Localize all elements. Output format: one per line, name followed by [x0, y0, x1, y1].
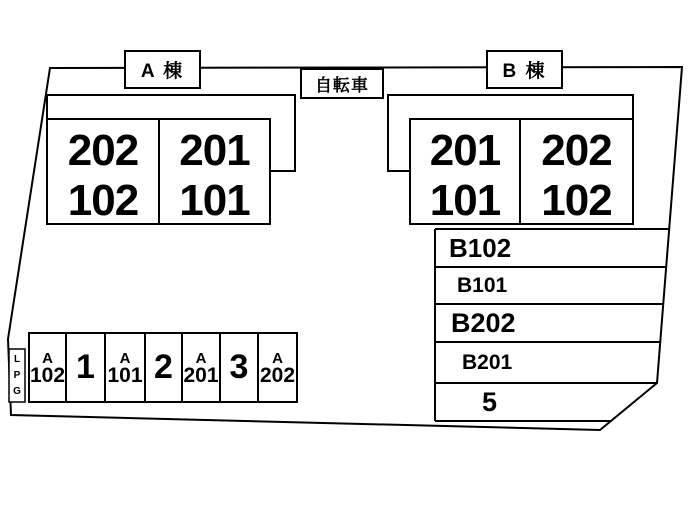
- parking-space-1: 1: [76, 348, 95, 386]
- parking-space-label: A: [272, 349, 283, 367]
- unit-number: 202: [541, 125, 612, 175]
- building-b-label: B 棟: [502, 61, 547, 82]
- lpg-letter: L: [13, 353, 21, 365]
- parking-space-a101: [105, 333, 145, 402]
- unit-number: 102: [541, 175, 612, 225]
- lpg-letter: P: [13, 369, 21, 381]
- building-a-right-units: [159, 119, 270, 228]
- unit-number: 202: [67, 125, 139, 175]
- unit-number: 102: [67, 175, 139, 225]
- parking-space-label: 201: [183, 363, 219, 387]
- parking-space-b101: B101: [457, 273, 508, 297]
- parking-space-5: 5: [482, 386, 498, 417]
- parking-space-a202: [258, 333, 297, 402]
- parking-space-label: 202: [259, 363, 296, 387]
- parking-space-a102: [29, 333, 66, 402]
- building-b-right-units: [520, 119, 633, 228]
- unit-number: 101: [179, 175, 250, 225]
- parking-space-label: A: [42, 349, 53, 367]
- lpg-letter: G: [13, 385, 21, 397]
- unit-number: 201: [429, 125, 501, 175]
- parking-space-label: A: [119, 349, 131, 367]
- parking-space-b202: B202: [451, 307, 516, 338]
- parking-space-label: 102: [29, 363, 66, 387]
- unit-number: 101: [429, 175, 501, 225]
- parking-space-a201: [182, 333, 220, 402]
- parking-space-2: 2: [154, 348, 173, 386]
- building-a-label: A 棟: [140, 61, 185, 82]
- parking-space-label: 101: [107, 363, 143, 387]
- parking-space-b102: B102: [449, 232, 512, 263]
- lpg-tank-label: [9, 349, 25, 402]
- parking-space-b201: B201: [462, 350, 513, 374]
- building-b-left-units: [410, 119, 520, 228]
- parking-space-label: A: [195, 349, 207, 367]
- bicycle-shed-label: 自転車: [315, 76, 369, 95]
- building-a-left-units: [47, 119, 159, 228]
- unit-number: 201: [179, 125, 250, 175]
- parking-space-3: 3: [229, 348, 249, 386]
